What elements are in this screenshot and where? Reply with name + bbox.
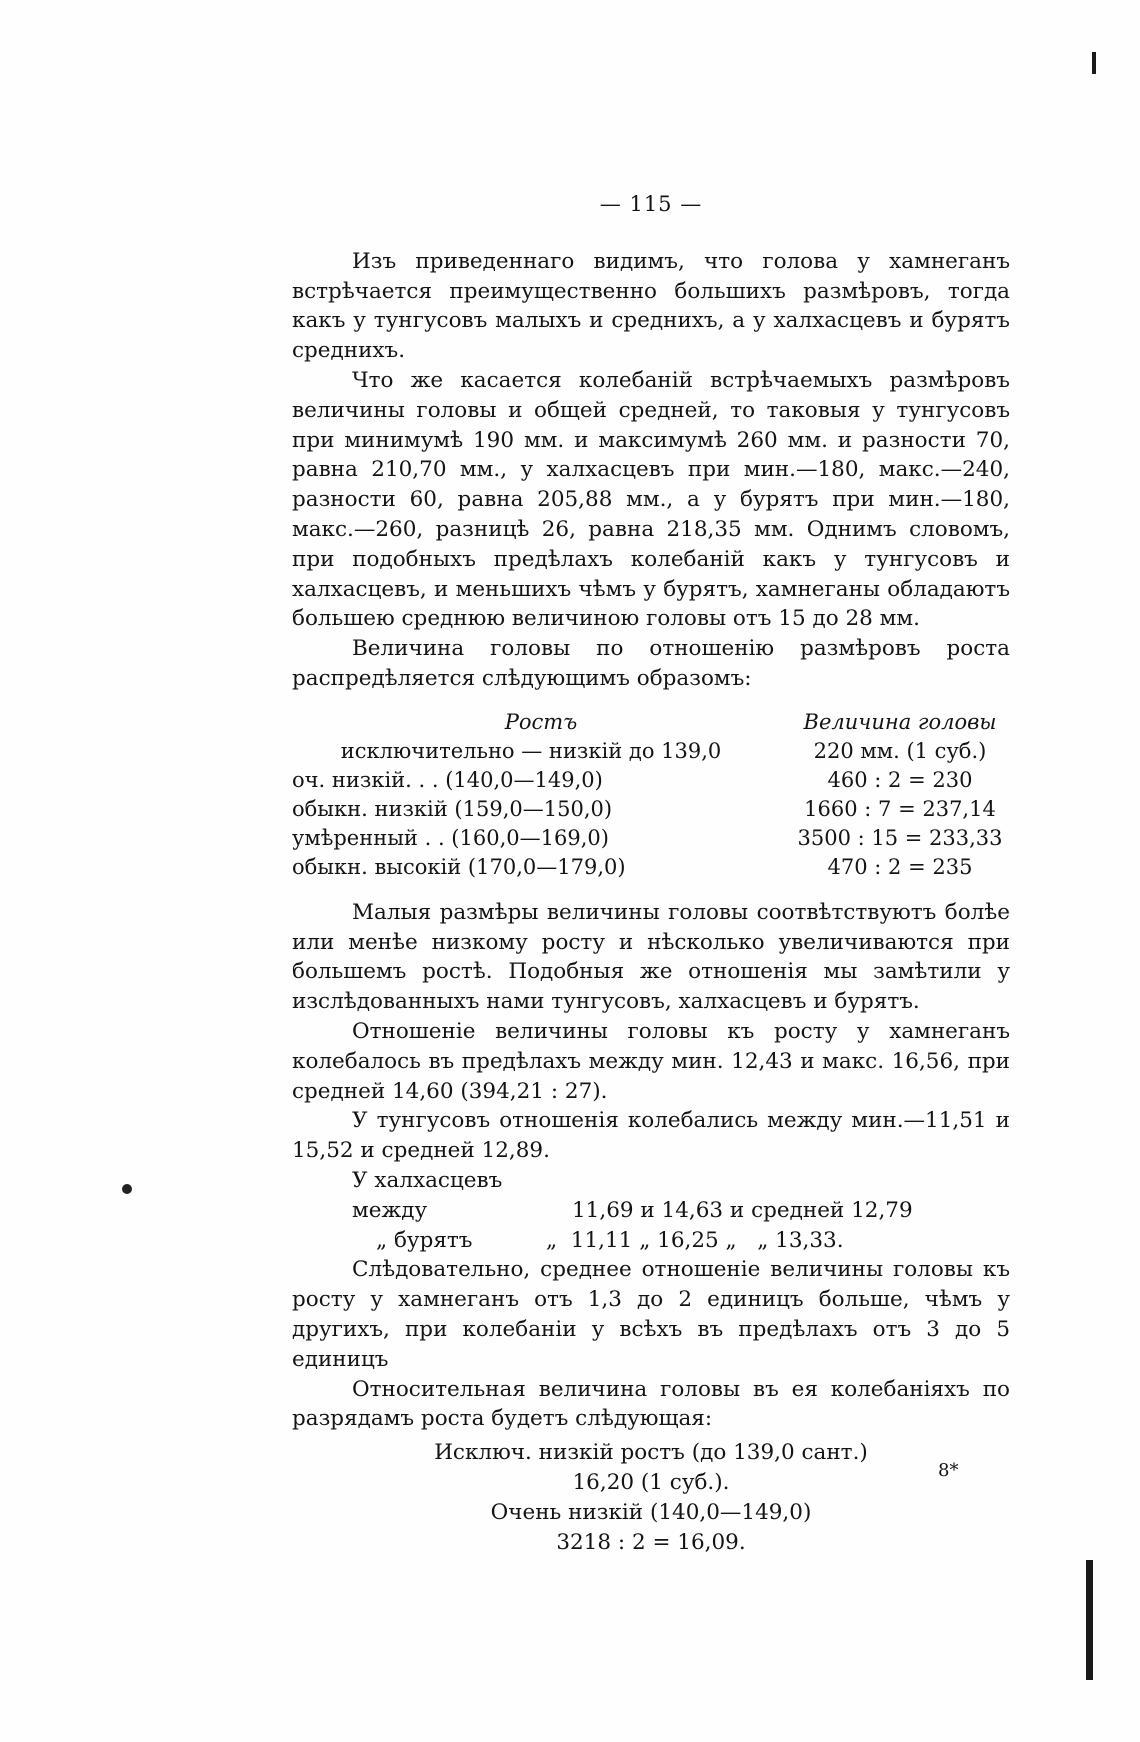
relative-size-list xyxy=(292,1438,1010,1558)
paragraph: У тунгусовъ отношенія колебались между мин.—11,51 и 15,52 и средней 12,89. xyxy=(292,1108,1010,1164)
table-row xyxy=(292,824,1010,853)
paragraph: Величина головы по отношенію размѣровъ роста распредѣляется слѣдующимъ образомъ: xyxy=(292,636,1010,691)
paragraph: Что же касается колебаній встрѣчаемыхъ размѣровъ величины головы и общей средней, то таковыя у тунгусовъ при минимумѣ 190 мм. и максимумѣ 260 мм. и разности 70, равна 210,70 мм., у халхасцевъ при мин.—180, макс.—240, разности 60, равна 205,88 мм., а у бурятъ при мин.—180, макс.—260, разницѣ 26, равна 218,35 мм. Однимъ словомъ, при подобныхъ предѣлахъ колебаній какъ у тунгусовъ и халхасцевъ, и меньшихъ чѣмъ у бурятъ, хамнеганы обладаютъ большею среднюю величиною головы отъ 15 до 28 мм. xyxy=(292,367,1010,632)
relative-value: 3218 : 2 = 16,09. xyxy=(556,1530,746,1556)
growth-cell: обыкн. низкій (159,0—150,0) xyxy=(292,796,613,821)
comparison-mean: 13,33. xyxy=(775,1227,844,1253)
signature-mark: 8* xyxy=(938,1460,959,1481)
growth-cell: оч. низкій. . . (140,0—149,0) xyxy=(292,767,603,792)
ink-speck xyxy=(122,1184,132,1194)
paragraph: Отношеніе величины головы къ росту у хамнеганъ колебалось въ предѣлахъ между мин. 12,43 и макс. 16,56, при средней 14,60 (394,21 : 27). xyxy=(292,1018,1010,1104)
comparison-range: „ 11,11 „ 16,25 „ „ xyxy=(546,1227,769,1253)
value-cell: 220 мм. (1 суб.) xyxy=(813,738,987,763)
text-column xyxy=(292,190,1010,1558)
table-row xyxy=(292,766,1010,795)
relative-item: Очень низкій (140,0—149,0) xyxy=(490,1500,812,1526)
growth-cell: обыкн. высокій (170,0—179,0) xyxy=(292,854,626,879)
table-row xyxy=(292,853,1010,882)
growth-cell: умѣренный . . (160,0—169,0) xyxy=(292,825,609,850)
comparison-label: У халхасцевъ между xyxy=(352,1167,503,1223)
growth-cell: исключительно — низкій до 139,0 xyxy=(340,738,722,763)
table-row xyxy=(292,737,1010,766)
value-cell: 470 : 2 = 235 xyxy=(827,854,973,879)
value-cell: 1660 : 7 = 237,14 xyxy=(804,796,996,821)
scan-edge-right xyxy=(1092,52,1096,74)
value-cell: 460 : 2 = 230 xyxy=(827,767,973,792)
page-number: — 115 — xyxy=(599,192,703,216)
value-cell: 3500 : 15 = 233,33 xyxy=(797,825,1003,850)
comparison-mean: 12,79 xyxy=(851,1197,913,1223)
paragraph: Относительная величина головы въ ея колебаніяхъ по разрядамъ роста будетъ слѣдующая: xyxy=(292,1376,1010,1432)
paragraph: Изъ приведеннаго видимъ, что голова у хамнеганъ встрѣчается преимущественно большихъ размѣровъ, тогда какъ у тунгусовъ малыхъ и среднихъ, а у халхасцевъ и бурятъ среднихъ. xyxy=(292,248,1010,364)
paragraph: Слѣдовательно, среднее отношеніе величины головы къ росту у хамнеганъ отъ 1,3 до 2 единицъ больше, чѣмъ у другихъ, при колебаніи у всѣхъ въ предѣлахъ отъ 3 до 5 единицъ xyxy=(292,1257,1010,1372)
comparison-line-buryat xyxy=(292,1226,1010,1256)
comparison-line-khalkha xyxy=(292,1166,1010,1226)
growth-head-table xyxy=(292,708,1010,882)
table-header-head-size: Величина головы xyxy=(803,709,997,734)
table-header-growth: Ростъ xyxy=(504,709,578,734)
scan-edge-right-lower xyxy=(1086,1560,1093,1680)
table-row xyxy=(292,795,1010,824)
relative-value: 16,20 (1 суб.). xyxy=(572,1470,730,1496)
comparison-label: „ бурятъ xyxy=(376,1227,473,1253)
comparison-range: 11,69 и 14,63 и средней xyxy=(572,1197,845,1223)
relative-item: Исключ. низкій ростъ (до 139,0 сант.) xyxy=(434,1440,868,1466)
paragraph: Малыя размѣры величины головы соотвѣтствуютъ болѣе или менѣе низкому росту и нѣсколько увеличиваются при большемъ ростѣ. Подобныя же отношенія мы замѣтили у изслѣдованныхъ нами тунгусовъ, халхасцевъ и бурятъ. xyxy=(292,899,1010,1015)
